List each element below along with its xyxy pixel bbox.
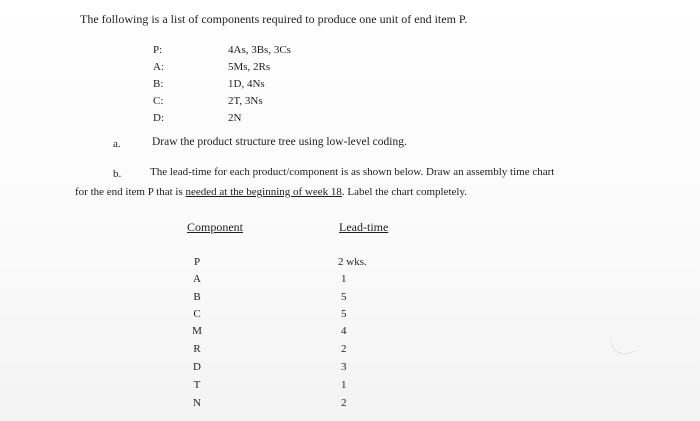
table-row-lead-time: 5 — [341, 308, 347, 320]
table-row-component: B — [193, 291, 201, 303]
table-header-component: Component — [187, 220, 243, 234]
intro-text: The following is a list of components required to produce one unit of end item P. — [80, 12, 468, 26]
table-row-lead-time: 5 — [341, 291, 347, 303]
table-row-lead-time: 3 — [341, 361, 347, 373]
table-row-lead-time: 1 — [341, 379, 347, 391]
table-row-lead-time: 4 — [341, 325, 347, 337]
part-b-instruction-line1: The lead-time for each product/component is as shown below. Draw an assembly time chart — [150, 166, 555, 178]
part-b-instruction-line2 — [75, 186, 467, 198]
part-b-text-after: . Label the chart completely. — [341, 186, 468, 198]
table-row-lead-time: 1 — [341, 273, 347, 285]
component-requirements: 2T, 3Ns — [228, 95, 263, 107]
component-requirements: 4As, 3Bs, 3Cs — [228, 44, 291, 56]
component-item-label: P: — [153, 44, 163, 56]
paper-mark — [610, 333, 638, 358]
table-row-lead-time: 2 wks. — [338, 256, 367, 268]
component-requirements: 5Ms, 2Rs — [228, 61, 271, 73]
part-a-marker: a. — [113, 138, 121, 150]
table-row-component: R — [193, 343, 201, 355]
component-item-label: A: — [153, 61, 164, 73]
part-b-text-before: for the end item P that is — [75, 186, 186, 198]
part-b-marker: b. — [113, 168, 122, 180]
component-requirements: 2N — [228, 112, 242, 124]
component-item-label: D: — [153, 112, 164, 124]
component-item-label: B: — [153, 78, 164, 90]
table-row-component: A — [193, 273, 201, 285]
table-header-lead-time: Lead-time — [339, 220, 389, 234]
table-row-component: M — [192, 325, 202, 337]
table-row-component: T — [193, 379, 201, 391]
component-requirements: 1D, 4Ns — [228, 78, 265, 90]
table-row-lead-time: 2 — [341, 343, 347, 355]
table-row-component: D — [193, 361, 201, 373]
table-row-lead-time: 2 — [341, 397, 347, 409]
table-row-component: N — [193, 397, 201, 409]
part-b-underlined-deadline: needed at the beginning of week 18 — [185, 186, 342, 198]
part-a-instruction: Draw the product structure tree using low-level coding. — [152, 136, 407, 148]
component-item-label: C: — [153, 95, 164, 107]
table-row-component: P — [193, 256, 201, 268]
table-row-component: C — [193, 308, 201, 320]
